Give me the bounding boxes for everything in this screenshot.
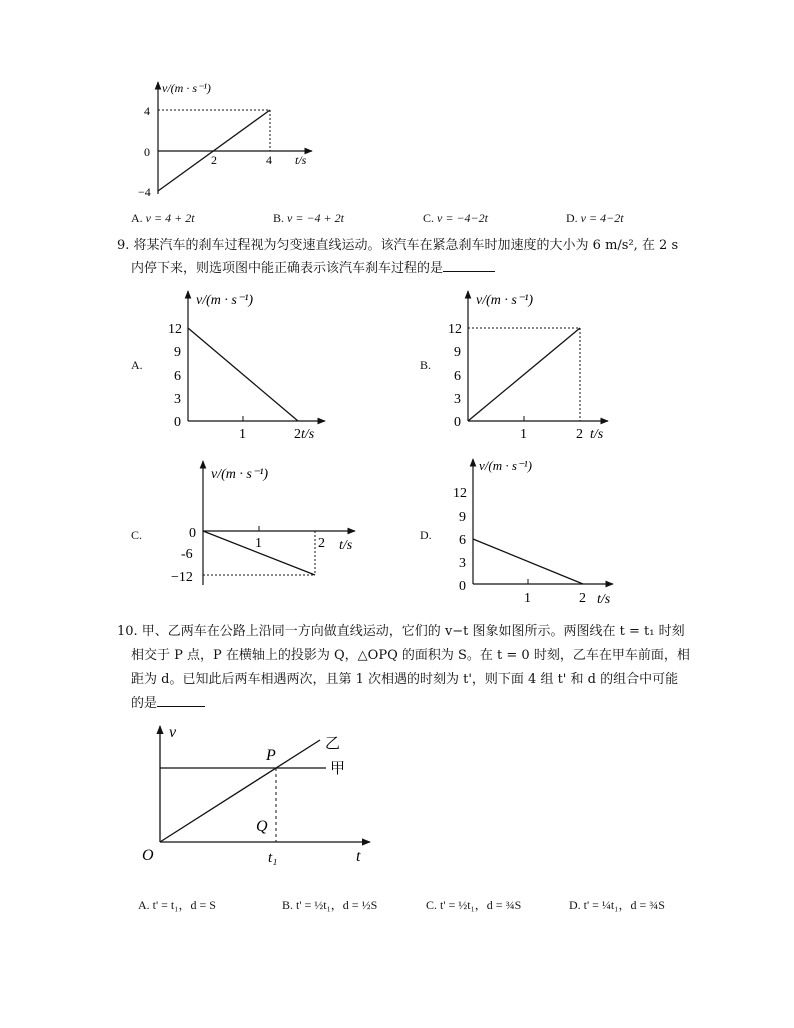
graph-q10 xyxy=(140,720,380,872)
graph-c-label: C. xyxy=(131,528,143,542)
x-axis-label: t/s xyxy=(339,538,353,553)
x-tick: 4 xyxy=(266,153,272,167)
y-tick: -6 xyxy=(181,547,193,562)
y-tick: 3 xyxy=(454,392,461,407)
q10-option-b: B. t' = ½t₁，d = ½S xyxy=(282,898,378,912)
y-tick: 9 xyxy=(454,345,461,360)
point-q-label: Q xyxy=(256,818,268,835)
x-axis-label: t/s xyxy=(597,592,611,607)
q10-line4: 的是 xyxy=(131,693,205,715)
q10-option-a: A. t' = t₁，d = S xyxy=(138,898,216,912)
graph-b xyxy=(440,283,620,443)
y-tick: 12 xyxy=(453,486,467,501)
graph-c xyxy=(165,455,370,591)
q10-option-c: C. t' = ½t₁，d = ¾S xyxy=(426,898,522,912)
v-axis-label: v xyxy=(169,724,177,741)
answer-blank xyxy=(157,693,205,707)
x-tick: 2 xyxy=(211,153,217,167)
y-tick: 6 xyxy=(454,369,461,384)
x-axis-label: t/s xyxy=(590,427,604,442)
x-tick: 1 xyxy=(524,591,531,606)
graph-d xyxy=(443,453,633,608)
y-tick: 6 xyxy=(174,369,181,384)
x-tick: 2 xyxy=(294,427,301,442)
q9-line1: 9. 将某汽车的刹车过程视为匀变速直线运动。该汽车在紧急刹车时加速度的大小为 6 m/s², 在 2 s xyxy=(117,238,679,253)
option-d: D. v = 4−2t xyxy=(566,211,624,225)
x-tick: 1 xyxy=(255,536,262,551)
y-tick: 9 xyxy=(174,345,181,360)
y-tick: 12 xyxy=(448,322,462,337)
option-c: C. v = −4−2t xyxy=(423,211,488,225)
jia-label: 甲 xyxy=(330,761,346,777)
q10-line1: 10. 甲、乙两车在公路上沿同一方向做直线运动，它们的 v−t 图象如图所示。两图线在 t = t₁ 时刻 xyxy=(117,624,685,639)
y-tick: 4 xyxy=(144,104,150,118)
line-yi xyxy=(160,740,320,842)
x-tick: 2 xyxy=(579,591,586,606)
t1-label: t₁ xyxy=(268,850,278,866)
option-a: A. v = 4 + 2t xyxy=(131,211,195,225)
origin-label: O xyxy=(142,847,154,864)
y-axis-label: v/(m · s⁻¹) xyxy=(196,293,254,308)
graph-q8 xyxy=(120,76,340,204)
y-axis-label: v/(m · s⁻¹) xyxy=(211,467,269,482)
y-tick: 0 xyxy=(459,579,466,594)
data-line xyxy=(468,328,580,421)
y-axis-label: v/(m · s⁻¹) xyxy=(479,458,532,473)
point-p-label: P xyxy=(266,747,276,764)
graph-d-label: D. xyxy=(420,528,432,542)
q9-line2: 内停下来，则选项图中能正确表示该汽车刹车过程的是 xyxy=(131,258,495,280)
y-tick: 12 xyxy=(168,322,182,337)
graph-a-label: A. xyxy=(131,358,143,372)
x-tick: 1 xyxy=(239,427,246,442)
y-tick: 0 xyxy=(174,415,181,430)
q10-line3: 距为 d。已知此后两车相遇两次，且第 1 次相遇的时刻为 t'，则下面 4 组 t' 和 d 的组合中可能 xyxy=(131,672,679,687)
y-tick: 0 xyxy=(454,415,461,430)
y-tick: −12 xyxy=(171,570,193,585)
data-line xyxy=(188,328,298,421)
y-tick: 0 xyxy=(144,145,150,159)
y-tick: 0 xyxy=(189,526,196,541)
y-tick: 9 xyxy=(459,510,466,525)
y-tick: 3 xyxy=(174,392,181,407)
answer-blank xyxy=(443,258,495,272)
data-line xyxy=(473,539,583,584)
x-axis-label: t/s xyxy=(301,427,315,442)
q10-option-d: D. t' = ¼t₁，d = ¾S xyxy=(569,898,665,912)
x-axis-label: t/s xyxy=(295,153,307,167)
graph-a xyxy=(160,283,335,443)
q10-line2: 相交于 P 点，P 在横轴上的投影为 Q，△OPQ 的面积为 S。在 t = 0 时刻，乙车在甲车前面，相 xyxy=(131,648,690,663)
y-tick: 6 xyxy=(459,533,466,548)
x-tick: 2 xyxy=(318,536,325,551)
y-tick: −4 xyxy=(138,185,151,199)
yi-label: 乙 xyxy=(325,736,341,752)
t-axis-label: t xyxy=(356,848,361,865)
y-axis-label: v/(m · s⁻¹) xyxy=(162,81,211,95)
y-axis-label: v/(m · s⁻¹) xyxy=(476,293,534,308)
graph-b-label: B. xyxy=(420,358,432,372)
option-b: B. v = −4 + 2t xyxy=(273,211,344,225)
y-tick: 3 xyxy=(459,556,466,571)
x-tick: 2 xyxy=(576,427,583,442)
x-tick: 1 xyxy=(520,427,527,442)
